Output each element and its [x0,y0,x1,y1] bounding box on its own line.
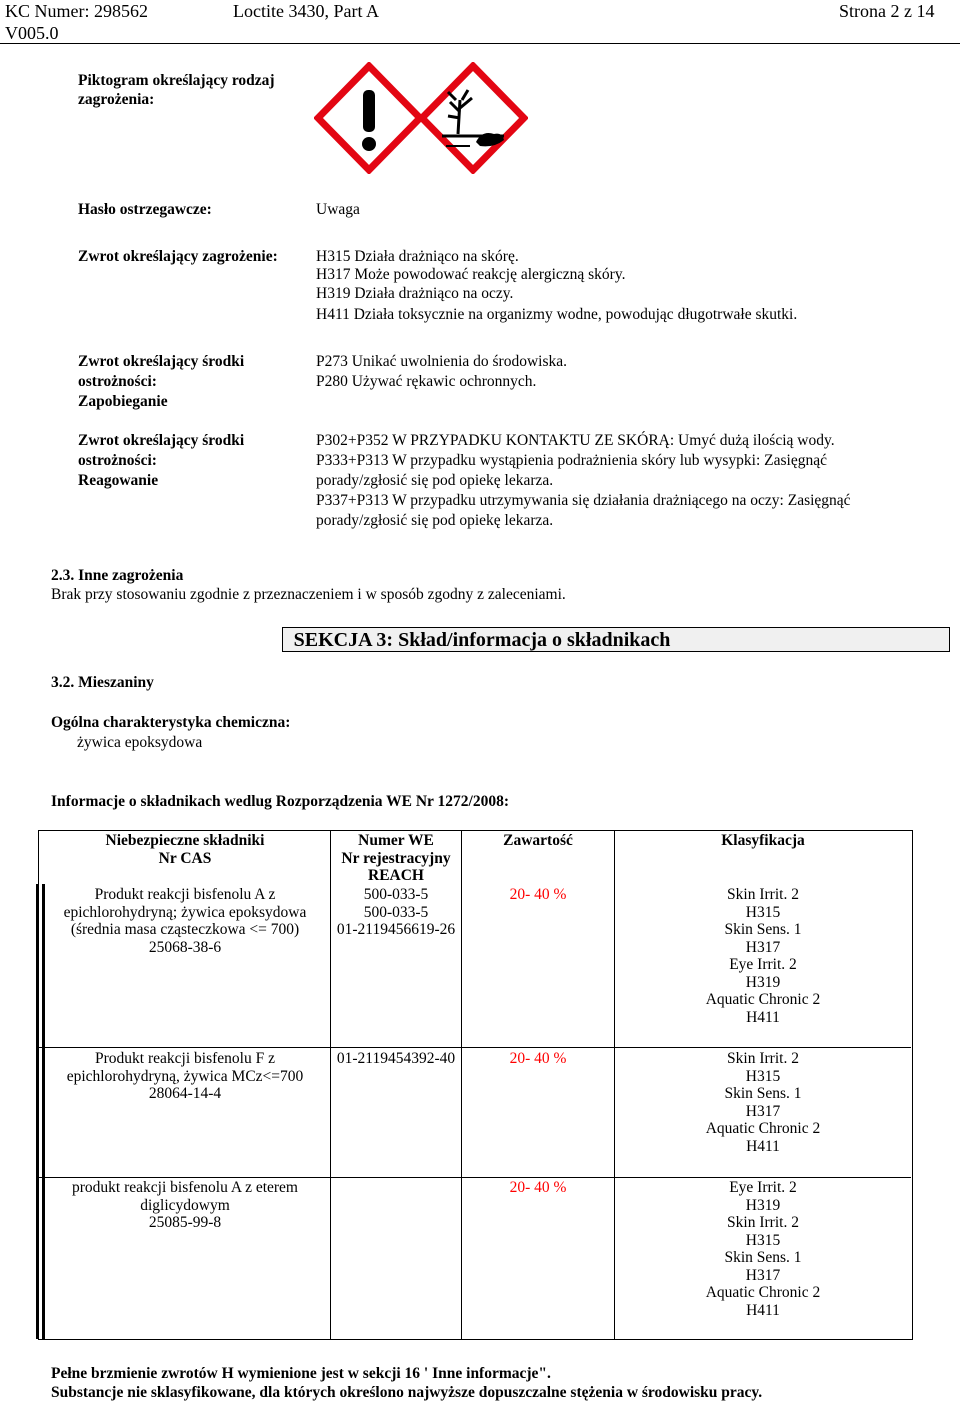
page-number: Strona 2 z 14 [839,1,935,21]
section-3-title: SEKCJA 3: Skład/informacja o składnikach [293,629,671,651]
response-line: porady/zgłosić się pod opiekę lekarza. [316,512,554,529]
content-percent: 20- 40 % [509,886,567,903]
component-name: diglicydowym [140,1196,230,1214]
prevention-label-1: Zwrot określający środki [78,353,245,370]
classification-list: Skin Irrit. 2 H315 Skin Sens. 1 H317 Aquatic Chronic 2 H411 [705,1050,821,1155]
component-name: produkt reakcji bisfenolu A z eterem [72,1179,298,1196]
exclamation-mark-pictogram-icon [314,62,424,174]
ingredients-info-title: Informacje o składnikach wedlug Rozporządzenia WE Nr 1272/2008: [51,793,509,810]
cas-number: 25068-38-6 [148,938,222,956]
general-characteristics-label: Ogólna charakterystyka chemiczna: [51,714,291,731]
component-ids: 01-2119454392-40 [336,1050,456,1067]
other-hazards-title: 2.3. Inne zagrożenia [51,567,184,584]
response-line: P302+P352 W PRZYPADKU KONTAKTU ZE SKÓRĄ: Umyć dużą ilością wody. [316,432,835,449]
response-label-3: Reagowanie [78,472,159,489]
footer-note-2: Substancje nie sklasyfikowane, dla których określono najwyższe dopuszczalne stężenia w środowisku pracy. [51,1384,763,1401]
cas-number: 25085-99-8 [148,1214,222,1231]
hazard-line: H411 Działa toksycznie na organizmy wodne, powodując długotrwałe skutki. [316,306,798,323]
response-label-1: Zwrot określający środki [78,432,245,449]
pictogram-label-1: Piktogram określający rodzaj [78,72,275,89]
hazard-line: H317 Może powodować reakcję alergiczną skóry. [316,266,626,283]
product-name: Loctite 3430, Part A [233,1,379,21]
prevention-line: P273 Unikać uwolnienia do środowiska. [316,353,567,370]
content-percent: 20- 40 % [509,1050,567,1067]
version: V005.0 [5,23,59,43]
header-content: Zawartość [503,832,573,849]
component-name: Produkt reakcji bisfenolu A z [94,886,276,903]
response-line: P337+P313 W przypadku utrzymywania się działania drażniącego na oczy: Zasięgnąć [316,492,851,509]
environment-pictogram-icon [418,62,528,174]
component-name: (średnia masa cząsteczkowa <= 700) [70,921,300,938]
row-divider [38,1047,911,1048]
classification-list: Skin Irrit. 2 H315 Skin Sens. 1 H317 Eye Irrit. 2 H319 Aquatic Chronic 2 H411 [705,886,821,1026]
response-label-2: ostrożności: [78,452,157,469]
response-line: P333+P313 W przypadku wystąpienia podrażnienia skóry lub wysypki: Zasięgnąć [316,452,827,469]
cas-number: 28064-14-4 [148,1085,222,1102]
other-hazards-text: Brak przy stosowaniu zgodnie z przeznaczeniem i w sposób zgodny z zaleceniami. [51,586,566,603]
header-classification: Klasyfikacja [721,832,805,849]
prevention-label-3: Zapobieganie [78,393,168,410]
prevention-line: P280 Używać rękawic ochronnych. [316,373,537,390]
table-left-bar [36,884,39,1339]
content-percent: 20- 40 % [509,1179,567,1196]
component-name: epichlorohydryną, żywica MCz<=700 [66,1067,304,1085]
general-characteristics-value: żywica epoksydowa [77,734,203,751]
prevention-label-2: ostrożności: [78,373,157,390]
col-divider [461,830,462,1339]
signal-word-value: Uwaga [316,201,360,218]
header-divider [0,43,960,44]
header-ec-number: Numer WE Nr rejestracyjny REACH [341,832,451,884]
component-name: Produkt reakcji bisfenolu F z [95,1050,275,1067]
hazard-line: H315 Działa drażniąco na skórę. [316,248,519,265]
table-row [40,886,330,956]
row-divider [38,1177,911,1178]
component-ids: 500-033-5 500-033-5 01-2119456619-26 [336,886,456,938]
signal-word-label: Hasło ostrzegawcze: [78,201,212,218]
pictogram-label-2: zagrożenia: [78,91,155,108]
response-line: porady/zgłosić się pod opiekę lekarza. [316,472,554,489]
mixtures-heading: 3.2. Mieszaniny [51,674,154,691]
table-row [40,1050,330,1103]
kc-number: KC Numer: 298562 [5,1,148,21]
table-row [40,1179,330,1232]
classification-list: Eye Irrit. 2 H319 Skin Irrit. 2 H315 Skin Sens. 1 H317 Aquatic Chronic 2 H411 [705,1179,821,1319]
hazard-statement-label: Zwrot określający zagrożenie: [78,248,278,265]
header-hazardous-components: Niebezpieczne składniki Nr CAS [105,832,265,867]
hazard-line: H319 Działa drażniąco na oczy. [316,285,514,302]
footer-note-1: Pełne brzmienie zwrotów H wymienione jest w sekcji 16 ' Inne informacje". [51,1365,551,1382]
component-name: epichlorohydryną; żywica epoksydowa [63,903,307,921]
